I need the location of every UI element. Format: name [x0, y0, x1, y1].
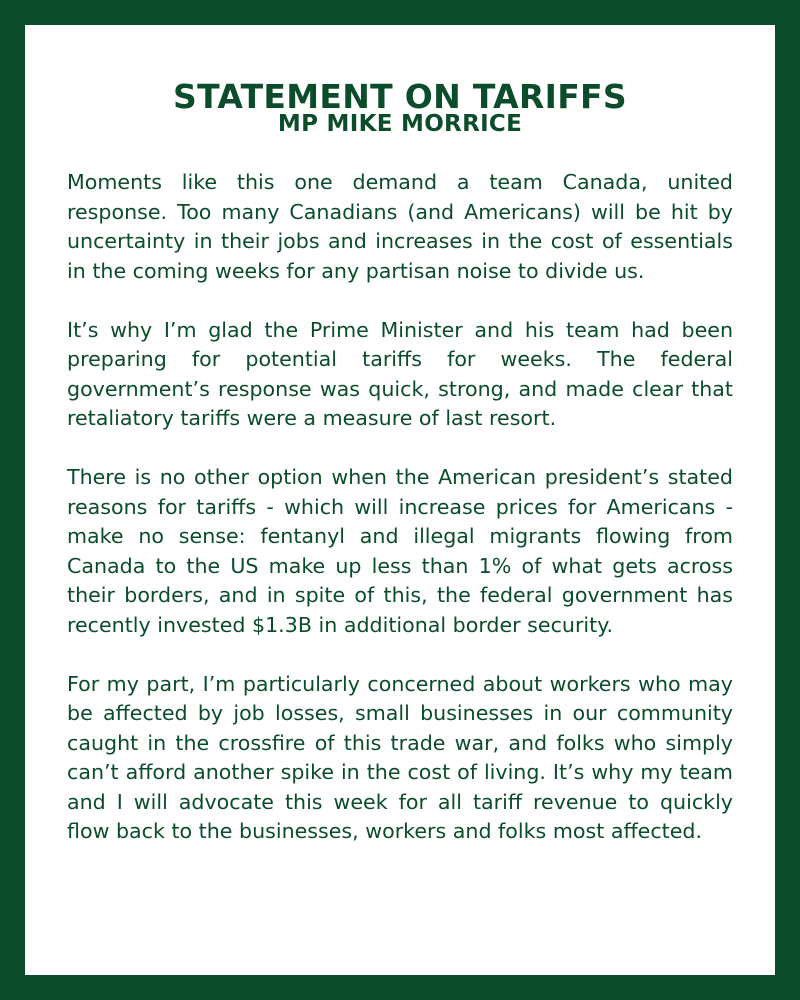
statement-card [25, 25, 775, 975]
statement-title: STATEMENT ON TARIFFS [173, 77, 627, 116]
statement-body [67, 168, 733, 847]
paragraph-3: There is no other option when the American president’s stated reasons for tariffs - which will increase prices for Americans - make no sense: fentanyl and illegal migrants flowing from Canada to the US make up less than 1% of what gets across their borders, and in spite of this, the federal government has recently invested $1.3B in additional border security. [67, 465, 733, 637]
paragraph-2: It’s why I’m glad the Prime Minister and his team had been preparing for potential tariffs for weeks. The federal government’s response was quick, strong, and made clear that retaliatory tariffs were a measure of last resort. [67, 317, 733, 430]
paragraph-4: For my part, I’m particularly concerned about workers who may be affected by job losses, small businesses in our community caught in the crossfire of this trade war, and folks who simply can’t afford another spike in the cost of living. It’s why my team and I will advocate this week for all tariff revenue to quickly flow back to the businesses, workers and folks most affected. [67, 671, 733, 843]
author-name: MP MIKE MORRICE [277, 111, 523, 137]
paragraph-1: Moments like this one demand a team Canada, united response. Too many Canadians (and Americans) will be hit by uncertainty in their jobs and increases in the cost of essentials in the coming weeks for any partisan noise to divide us. [67, 170, 733, 283]
